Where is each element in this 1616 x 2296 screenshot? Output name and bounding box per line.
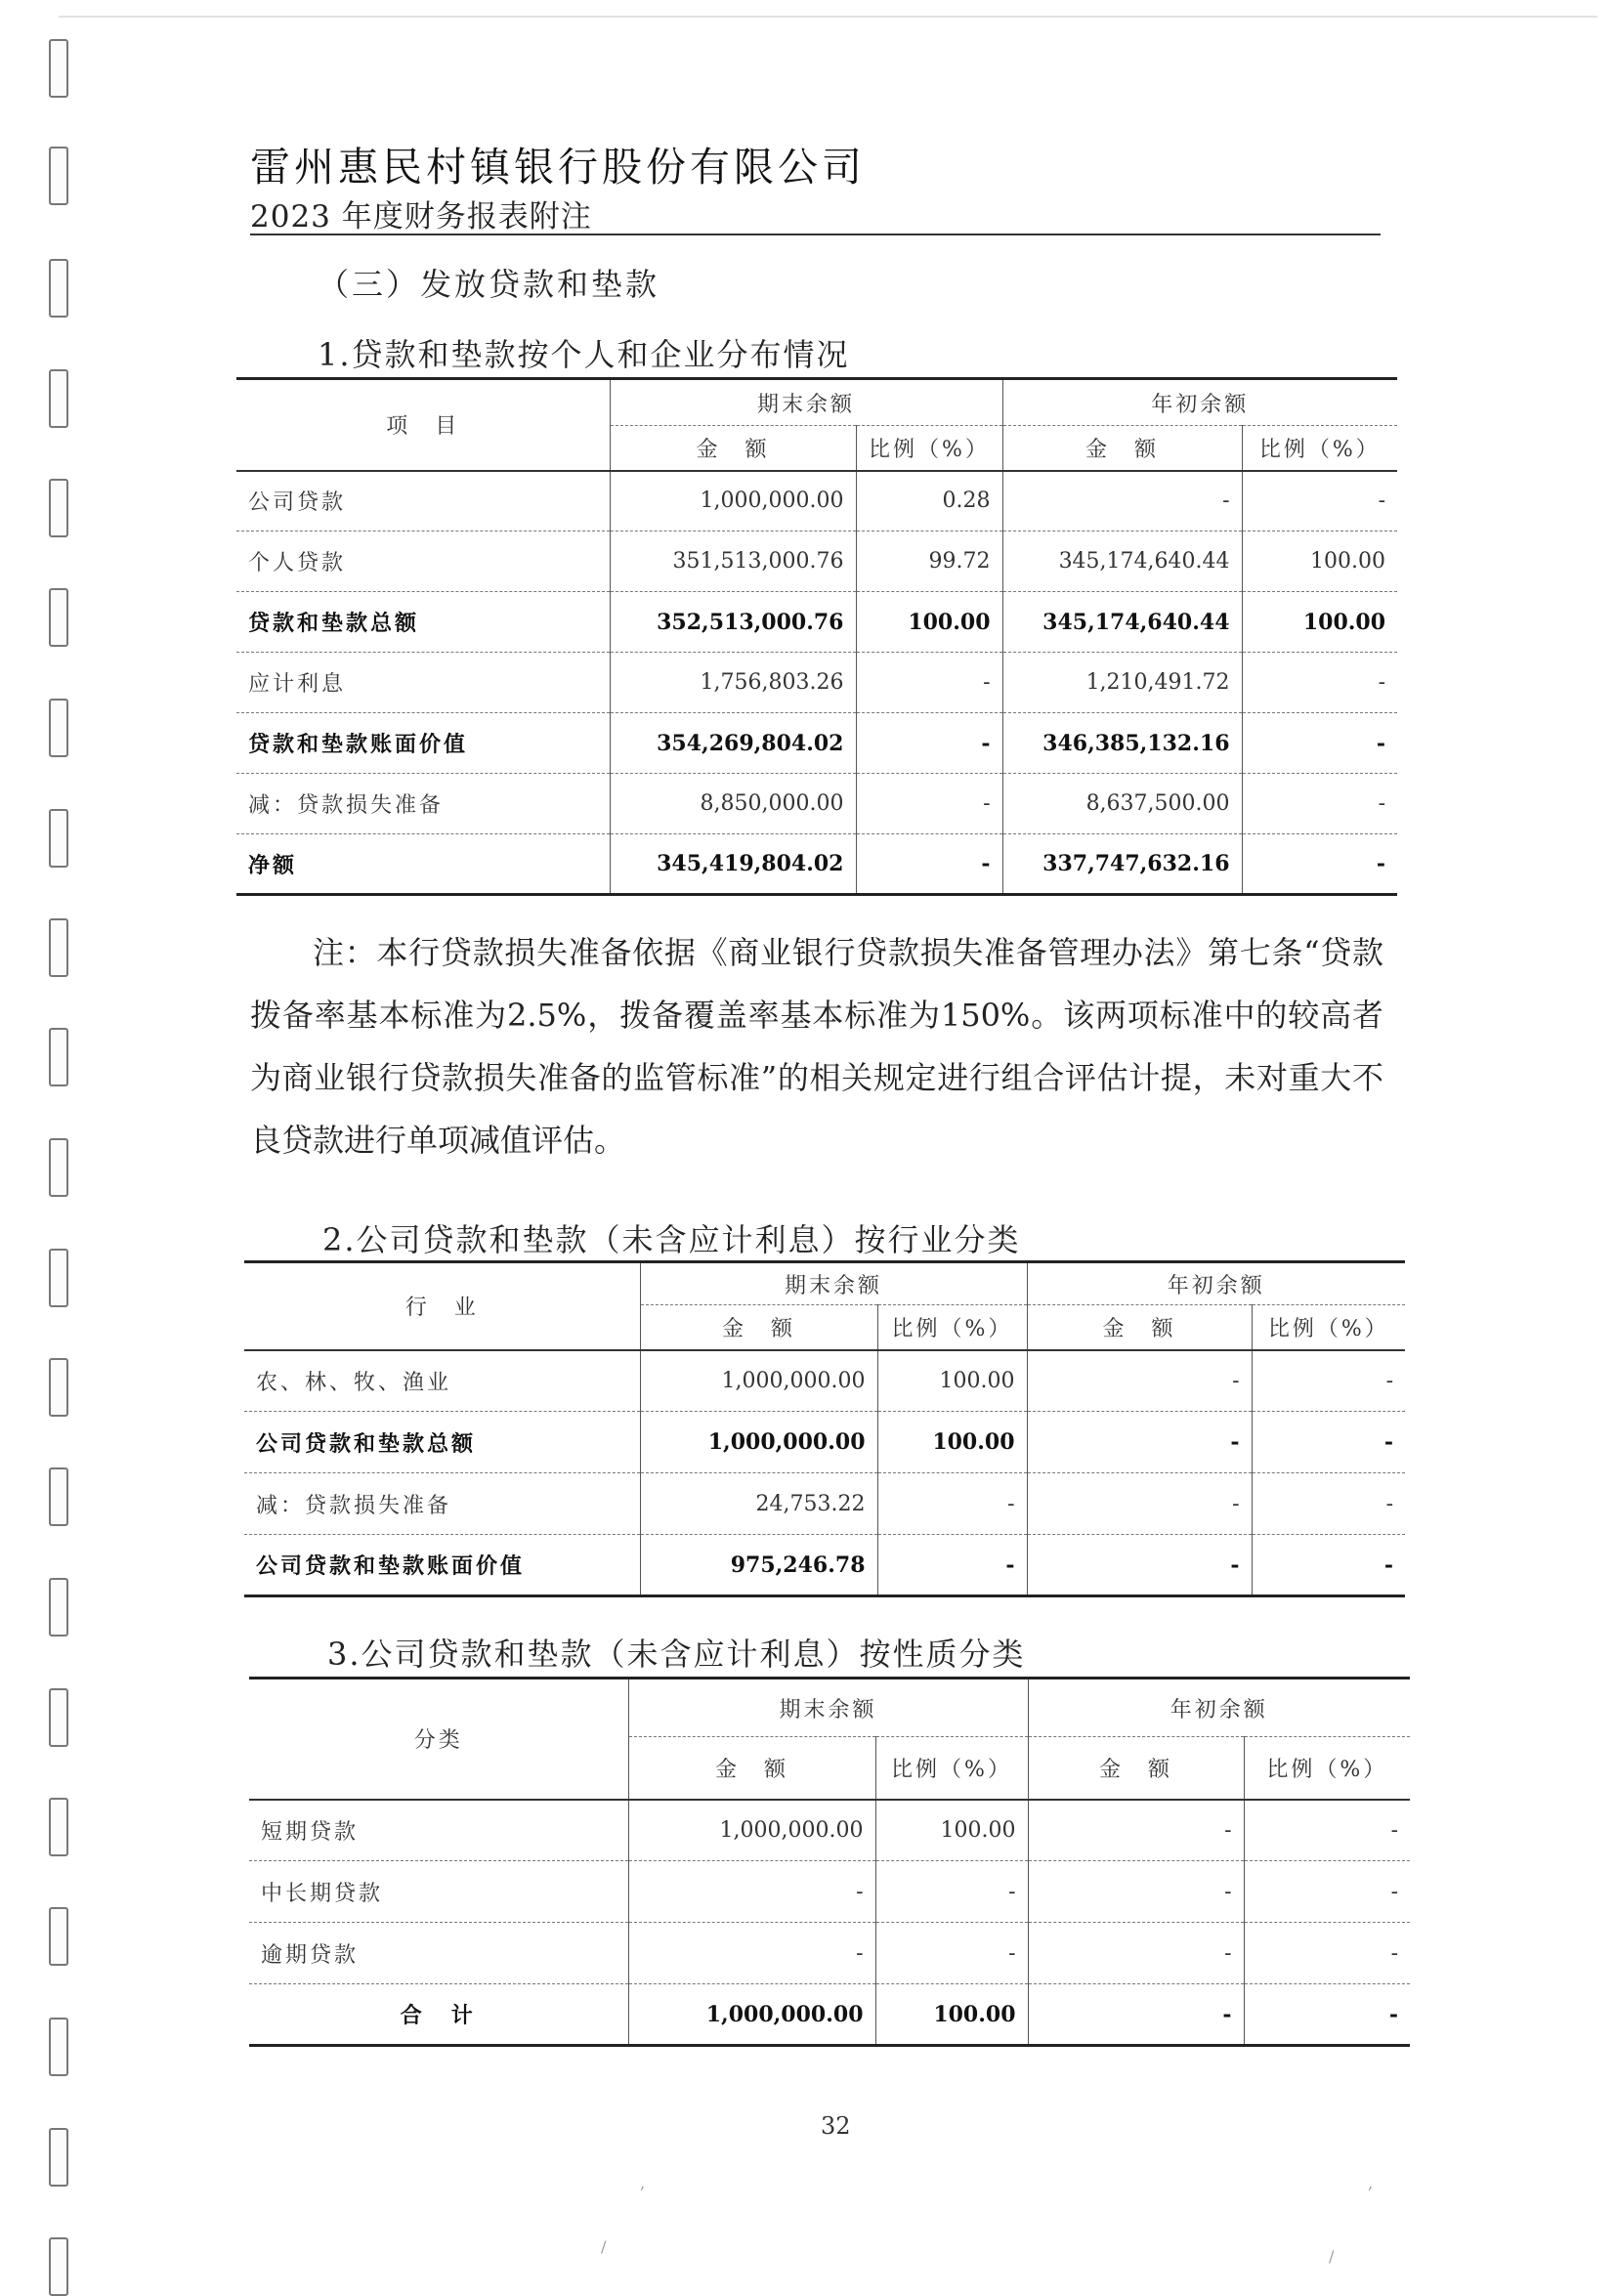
table2-header-begin-ratio: 比例（%） xyxy=(1252,1305,1405,1350)
row-label: 逾期贷款 xyxy=(249,1923,628,1984)
row-label: 短期贷款 xyxy=(249,1800,628,1861)
table-row xyxy=(244,1412,1405,1473)
row-label: 个人贷款 xyxy=(236,531,610,592)
table3-header-begin: 年初余额 xyxy=(1028,1679,1410,1737)
begin-ratio: - xyxy=(1244,1861,1410,1923)
begin-amount: 1,210,491.72 xyxy=(1002,653,1242,713)
row-label: 公司贷款和垫款账面价值 xyxy=(244,1535,640,1596)
begin-amount: 337,747,632.16 xyxy=(1002,834,1242,895)
table2-header-begin: 年初余额 xyxy=(1027,1262,1405,1305)
table-row xyxy=(249,1923,1410,1984)
table-row xyxy=(249,1800,1410,1861)
end-ratio: - xyxy=(877,1535,1027,1596)
row-label: 减：贷款损失准备 xyxy=(244,1473,640,1535)
binder-hole xyxy=(49,1467,68,1526)
begin-amount: 345,174,640.44 xyxy=(1002,592,1242,653)
row-label: 中长期贷款 xyxy=(249,1861,628,1923)
table1 xyxy=(236,377,1397,896)
page-number: 32 xyxy=(821,2112,851,2140)
begin-amount: - xyxy=(1028,1923,1244,1984)
end-amount: 8,850,000.00 xyxy=(610,774,856,834)
begin-ratio: - xyxy=(1242,653,1397,713)
begin-amount: - xyxy=(1027,1473,1252,1535)
table-row xyxy=(236,713,1397,774)
table3-header-end: 期末余额 xyxy=(628,1679,1028,1737)
table-row xyxy=(236,471,1397,531)
begin-ratio: - xyxy=(1242,774,1397,834)
end-amount: - xyxy=(628,1861,875,1923)
begin-amount: 8,637,500.00 xyxy=(1002,774,1242,834)
begin-ratio: - xyxy=(1242,834,1397,895)
begin-amount: - xyxy=(1027,1535,1252,1596)
begin-ratio: - xyxy=(1244,1800,1410,1861)
begin-ratio: - xyxy=(1252,1535,1405,1596)
table-row xyxy=(244,1535,1405,1596)
table3 xyxy=(249,1677,1410,2047)
binder-hole xyxy=(49,1138,68,1197)
scan-speck: , xyxy=(640,2174,646,2192)
table2-header-end-ratio: 比例（%） xyxy=(877,1305,1027,1350)
end-ratio: - xyxy=(856,713,1002,774)
row-label: 农、林、牧、渔业 xyxy=(244,1350,640,1412)
table-row xyxy=(236,834,1397,895)
end-ratio: 0.28 xyxy=(856,471,1002,531)
binder-hole xyxy=(49,369,68,428)
end-ratio: - xyxy=(875,1861,1028,1923)
binder-hole xyxy=(49,2237,68,2296)
begin-ratio: - xyxy=(1252,1350,1405,1412)
binder-hole xyxy=(49,1249,68,1307)
binder-hole xyxy=(49,918,68,977)
begin-ratio: - xyxy=(1242,471,1397,531)
scan-speck: / xyxy=(1329,2247,1335,2266)
table3-header-begin-amount: 金 额 xyxy=(1028,1737,1244,1800)
table-row xyxy=(249,1861,1410,1923)
begin-amount: - xyxy=(1002,471,1242,531)
row-label: 合 计 xyxy=(249,1984,628,2046)
end-ratio: 100.00 xyxy=(877,1350,1027,1412)
table1-header-end: 期末余额 xyxy=(610,379,1002,426)
end-amount: 1,000,000.00 xyxy=(628,1984,875,2046)
binder-hole xyxy=(49,259,68,318)
table3-header-end-amount: 金 额 xyxy=(628,1737,875,1800)
begin-ratio: - xyxy=(1242,713,1397,774)
begin-amount: - xyxy=(1028,1800,1244,1861)
end-amount: 345,419,804.02 xyxy=(610,834,856,895)
end-ratio: - xyxy=(856,834,1002,895)
company-name: 雷州惠民村镇银行股份有限公司 xyxy=(250,144,866,191)
end-ratio: 99.72 xyxy=(856,531,1002,592)
table1-header-end-amount: 金 额 xyxy=(610,426,856,471)
end-ratio: 100.00 xyxy=(856,592,1002,653)
begin-amount: - xyxy=(1027,1350,1252,1412)
note-paragraph xyxy=(250,921,1383,1171)
table2-header-item: 行 业 xyxy=(244,1262,640,1350)
end-ratio: - xyxy=(877,1473,1027,1535)
end-amount: 1,756,803.26 xyxy=(610,653,856,713)
binder-hole xyxy=(49,2018,68,2076)
binder-hole xyxy=(49,809,68,868)
end-amount: 1,000,000.00 xyxy=(640,1412,877,1473)
end-ratio: 100.00 xyxy=(877,1412,1027,1473)
binder-hole xyxy=(49,1358,68,1417)
begin-ratio: - xyxy=(1244,1923,1410,1984)
header-rule xyxy=(250,234,1381,235)
table1-title: 1.贷款和垫款按个人和企业分布情况 xyxy=(318,336,850,373)
binder-hole xyxy=(49,1798,68,1856)
table-row xyxy=(236,592,1397,653)
table1-header-item: 项 目 xyxy=(236,379,610,471)
end-amount: 975,246.78 xyxy=(640,1535,877,1596)
end-ratio: 100.00 xyxy=(875,1800,1028,1861)
section-title: （三）发放贷款和垫款 xyxy=(318,266,660,303)
begin-ratio: - xyxy=(1244,1984,1410,2046)
begin-amount: 345,174,640.44 xyxy=(1002,531,1242,592)
table2-header-end-amount: 金 额 xyxy=(640,1305,877,1350)
table1-header-begin-amount: 金 额 xyxy=(1002,426,1242,471)
end-ratio: - xyxy=(856,774,1002,834)
end-amount: - xyxy=(628,1923,875,1984)
binder-hole xyxy=(49,39,68,98)
end-amount: 352,513,000.76 xyxy=(610,592,856,653)
table2-header-end: 期末余额 xyxy=(640,1262,1027,1305)
binder-holes xyxy=(49,29,72,2276)
end-amount: 1,000,000.00 xyxy=(628,1800,875,1861)
table1-header-begin-ratio: 比例（%） xyxy=(1242,426,1397,471)
table-row xyxy=(244,1473,1405,1535)
row-label: 应计利息 xyxy=(236,653,610,713)
binder-hole xyxy=(49,1578,68,1637)
scan-speck: , xyxy=(1368,2174,1374,2192)
row-label: 减：贷款损失准备 xyxy=(236,774,610,834)
table1-header-begin: 年初余额 xyxy=(1002,379,1397,426)
begin-amount: 346,385,132.16 xyxy=(1002,713,1242,774)
table-row xyxy=(236,653,1397,713)
table-row xyxy=(244,1350,1405,1412)
end-ratio: - xyxy=(875,1923,1028,1984)
end-amount: 354,269,804.02 xyxy=(610,713,856,774)
row-label: 净额 xyxy=(236,834,610,895)
table-row xyxy=(236,774,1397,834)
table1-header-end-ratio: 比例（%） xyxy=(856,426,1002,471)
end-ratio: - xyxy=(856,653,1002,713)
end-amount: 1,000,000.00 xyxy=(640,1350,877,1412)
table-row xyxy=(249,1984,1410,2046)
scan-speck: / xyxy=(601,2237,607,2256)
end-amount: 351,513,000.76 xyxy=(610,531,856,592)
table2-header-begin-amount: 金 额 xyxy=(1027,1305,1252,1350)
begin-amount: - xyxy=(1028,1984,1244,2046)
end-amount: 1,000,000.00 xyxy=(610,471,856,531)
table-row xyxy=(236,531,1397,592)
note-text: 注：本行贷款损失准备依据《商业银行贷款损失准备管理办法》第七条“贷款拨备率基本标准为2.5%，拨备覆盖率基本标准为150%。该两项标准中的较高者为商业银行贷款损失准备的监管标准”的相关规定进行组合评估计提，未对重大不良贷款进行单项减值评估。 xyxy=(250,934,1383,1159)
table3-header-begin-ratio: 比例（%） xyxy=(1244,1737,1410,1800)
binder-hole xyxy=(49,699,68,757)
table3-header-item: 分类 xyxy=(249,1679,628,1800)
table3-header-end-ratio: 比例（%） xyxy=(875,1737,1028,1800)
binder-hole xyxy=(49,1688,68,1747)
table3-title: 3.公司贷款和垫款（未含应计利息）按性质分类 xyxy=(327,1636,1026,1673)
row-label: 贷款和垫款账面价值 xyxy=(236,713,610,774)
page-top-rule xyxy=(59,16,1597,18)
row-label: 公司贷款和垫款总额 xyxy=(244,1412,640,1473)
begin-ratio: 100.00 xyxy=(1242,531,1397,592)
end-amount: 24,753.22 xyxy=(640,1473,877,1535)
begin-ratio: 100.00 xyxy=(1242,592,1397,653)
begin-ratio: - xyxy=(1252,1412,1405,1473)
table2 xyxy=(244,1260,1405,1597)
table2-title: 2.公司贷款和垫款（未含应计利息）按行业分类 xyxy=(322,1221,1021,1258)
report-title: 2023 年度财务报表附注 xyxy=(250,199,592,234)
binder-hole xyxy=(49,1028,68,1086)
binder-hole xyxy=(49,1907,68,1966)
begin-amount: - xyxy=(1028,1861,1244,1923)
begin-ratio: - xyxy=(1252,1473,1405,1535)
binder-hole xyxy=(49,147,68,205)
row-label: 贷款和垫款总额 xyxy=(236,592,610,653)
binder-hole xyxy=(49,479,68,537)
binder-hole xyxy=(49,588,68,647)
row-label: 公司贷款 xyxy=(236,471,610,531)
begin-amount: - xyxy=(1027,1412,1252,1473)
end-ratio: 100.00 xyxy=(875,1984,1028,2046)
binder-hole xyxy=(49,2128,68,2187)
